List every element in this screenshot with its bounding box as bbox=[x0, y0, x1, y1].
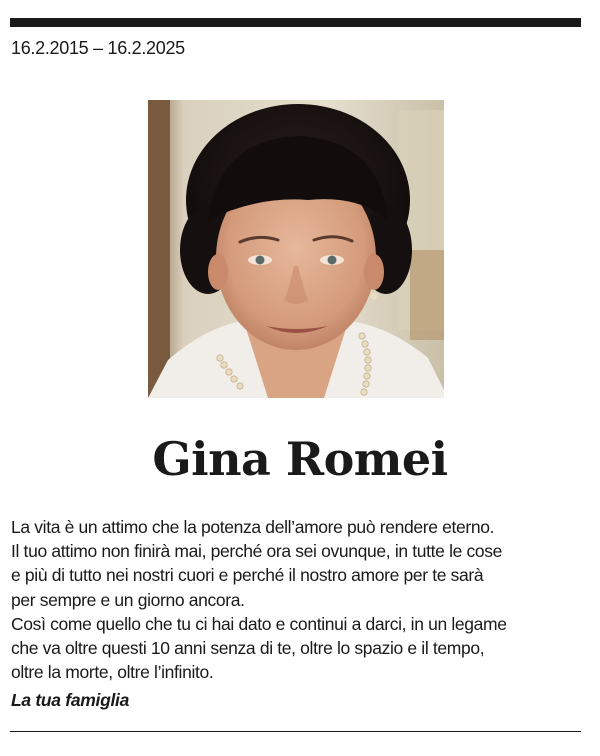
message-line: e più di tutto nei nostri cuori e perché il nostro amore per te sarà bbox=[11, 565, 484, 586]
message-line: Così come quello che tu ci hai dato e continui a darci, in un legame bbox=[11, 613, 507, 634]
memorial-dates: 16.2.2015 – 16.2.2025 bbox=[11, 38, 185, 58]
portrait-photo bbox=[148, 100, 444, 398]
top-rule bbox=[10, 18, 581, 27]
bottom-rule bbox=[10, 731, 581, 732]
signature: La tua famiglia bbox=[11, 690, 130, 710]
memorial-message bbox=[11, 515, 591, 684]
message-line: La vita è un attimo che la potenza dell’amore può rendere eterno. bbox=[11, 517, 495, 537]
message-line: che va oltre questi 10 anni senza di te, oltre lo spazio e il tempo, bbox=[11, 638, 485, 659]
message-line: oltre la morte, oltre l’infinito. bbox=[11, 662, 214, 683]
deceased-name: Gina Romei bbox=[152, 432, 448, 486]
message-line: Il tuo attimo non finirà mai, perché ora sei ovunque, in tutte le cose bbox=[11, 541, 503, 562]
message-line: per sempre e un giorno ancora. bbox=[11, 589, 245, 610]
